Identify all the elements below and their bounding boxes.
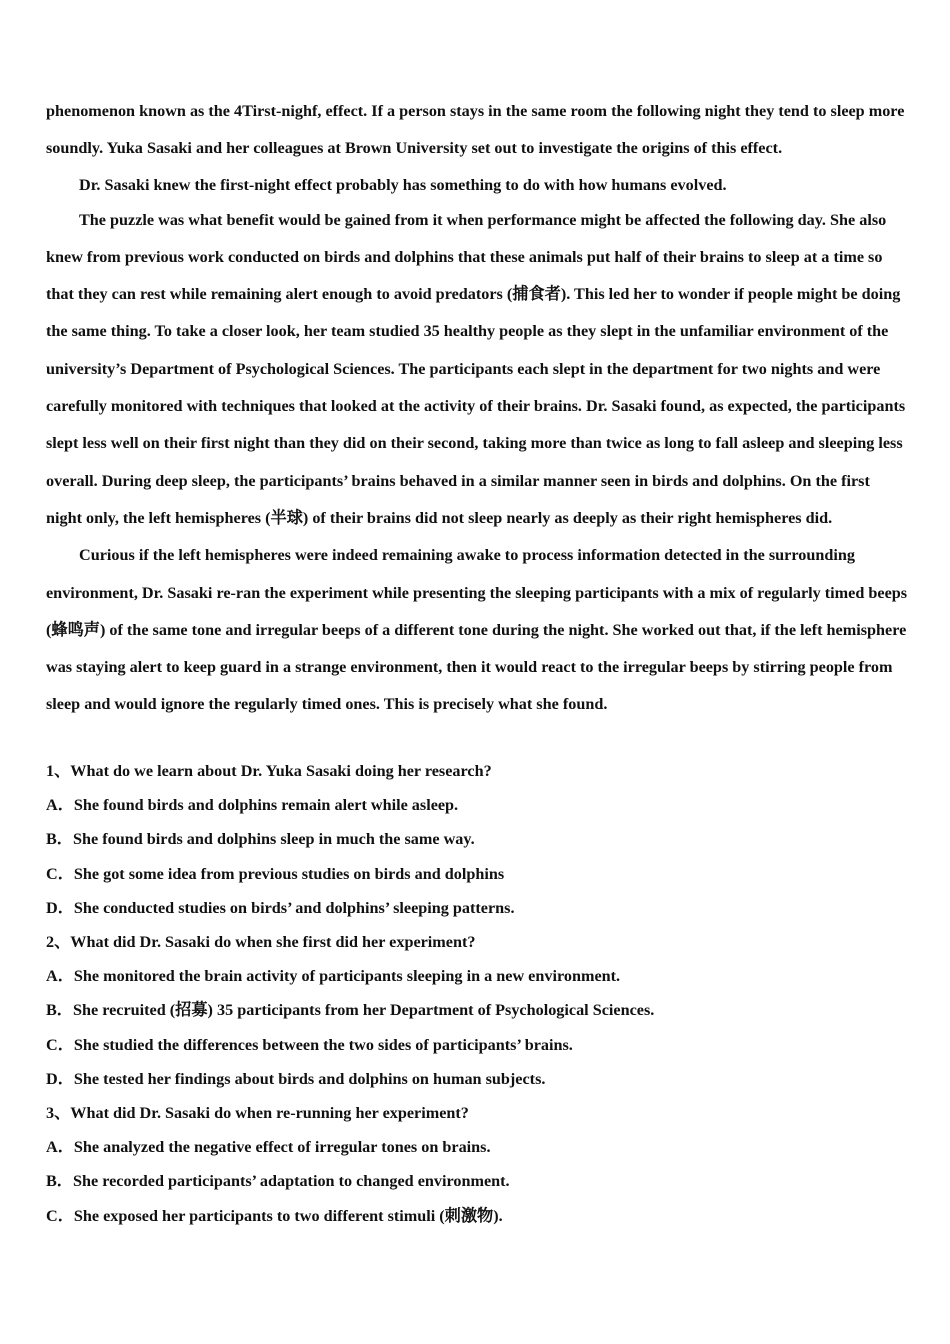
- reading-passage: [46, 93, 908, 724]
- passage-paragraph-1: phenomenon known as the 4Tirst-nighf, effect. If a person stays in the same room the following night they tend to sleep more soundly. Yuka Sasaki and her colleagues at Brown University set out to investigate the origins of this effect.: [46, 102, 905, 158]
- question-1-option-c[interactable]: C．She got some idea from previous studies on birds and dolphins: [46, 864, 505, 883]
- passage-paragraph-2: Dr. Sasaki knew the first-night effect probably has something to do with how humans evolved.: [79, 175, 727, 194]
- question-1-stem: 1、What do we learn about Dr. Yuka Sasaki doing her research?: [46, 762, 492, 780]
- question-3-stem: 3、What did Dr. Sasaki do when re-running her experiment?: [46, 1104, 469, 1123]
- passage-paragraph-3: The puzzle was what benefit would be gained from it when performance might be affected the following day. She also knew from previous work conducted on birds and dolphins that these animals put half of their brains to sleep at a time so that they can rest while remaining alert enough to avoid predators (捕食者). This led her to wonder if people might be doing the same thing. To take a closer look, her team studied 35 healthy people as they slept in the unfamiliar environment of the university’s Department of Psychological Sciences. The participants each slept in the department for two nights and were carefully monitored with techniques that looked at the activity of their brains. Dr. Sasaki found, as expected, the participants slept less well on their first night than they did on their second, taking more than twice as long to fall asleep and sleeping less overall. During deep sleep, the participants’ brains behaved in a similar manner seen in birds and dolphins. On the first night only, the left hemispheres (半球) of their brains did not sleep nearly as deeply as their right hemispheres did.: [46, 210, 906, 527]
- passage-paragraph-4: Curious if the left hemispheres were indeed remaining awake to process information detected in the surrounding environment, Dr. Sasaki re-ran the experiment while presenting the sleeping participants with a mix of regularly timed beeps (蜂鸣声) of the same tone and irregular beeps of a different tone during the night. She worked out that, if the left hemisphere was staying alert to keep guard in a strange environment, then it would react to the irregular beeps by stirring people from sleep and would ignore the regularly timed ones. This is precisely what she found.: [46, 546, 908, 714]
- question-1-option-b[interactable]: B．She found birds and dolphins sleep in much the same way.: [46, 830, 475, 849]
- question-list: [46, 754, 908, 1233]
- question-2-option-b[interactable]: B．She recruited (招募) 35 participants from her Department of Psychological Sciences.: [46, 1001, 655, 1020]
- question-3-option-a[interactable]: A．She analyzed the negative effect of irregular tones on brains.: [46, 1138, 491, 1157]
- question-3-option-b[interactable]: B．She recorded participants’ adaptation to changed environment.: [46, 1172, 510, 1191]
- question-1-option-a[interactable]: A．She found birds and dolphins remain alert while asleep.: [46, 796, 459, 815]
- question-2-option-a[interactable]: A．She monitored the brain activity of participants sleeping in a new environment.: [46, 967, 621, 986]
- question-2-stem: 2、What did Dr. Sasaki do when she first did her experiment?: [46, 933, 476, 952]
- question-2-option-d[interactable]: D．She tested her findings about birds and dolphins on human subjects.: [46, 1069, 546, 1088]
- question-2-option-c[interactable]: C．She studied the differences between the two sides of participants’ brains.: [46, 1035, 573, 1054]
- question-3-option-c[interactable]: C．She exposed her participants to two different stimuli (刺激物).: [46, 1206, 503, 1225]
- question-1-option-d[interactable]: D．She conducted studies on birds’ and dolphins’ sleeping patterns.: [46, 898, 515, 917]
